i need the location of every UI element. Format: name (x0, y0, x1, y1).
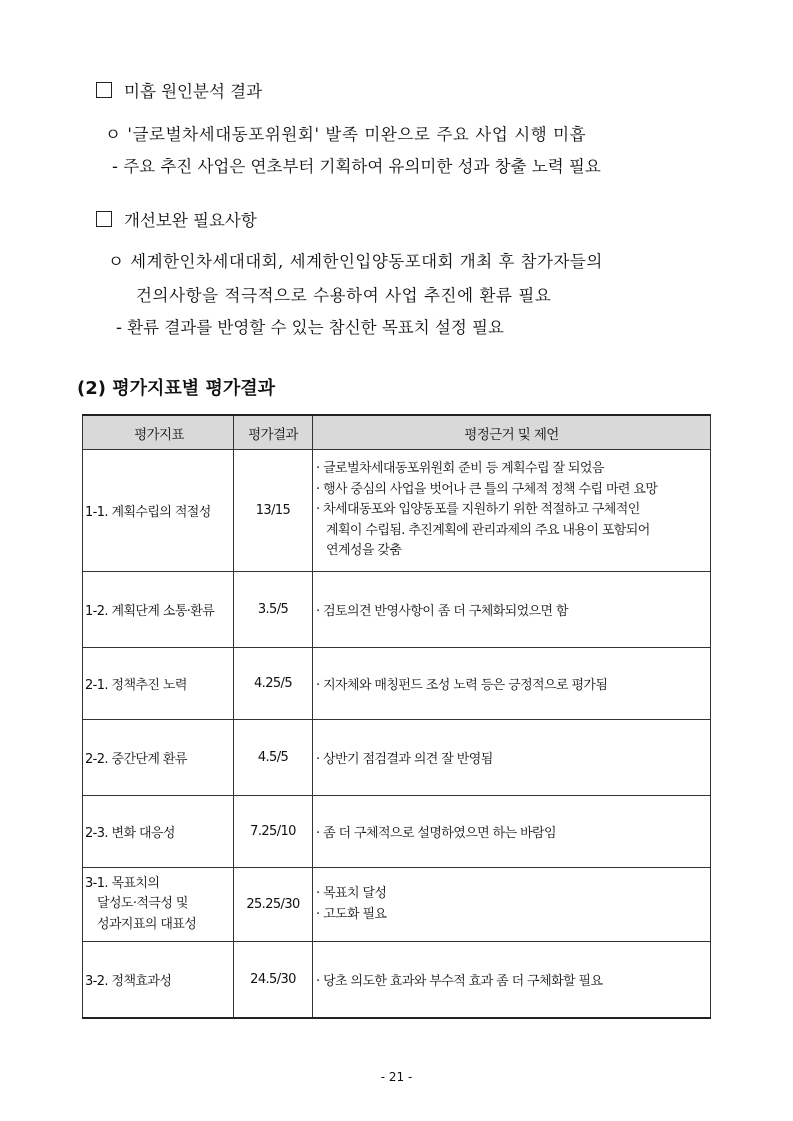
basis-cell (313, 868, 711, 942)
table-row (83, 450, 711, 572)
indicator-cell: 2-3. 변화 대응성 (83, 796, 234, 868)
section-heading-results: (2) 평가지표별 평가결과 (77, 378, 276, 399)
indicator-line: 달성도·적극성 및 (97, 896, 188, 912)
basis-line: · 목표치 달성 (316, 886, 387, 901)
indicator-cell: 3-2. 정책효과성 (83, 942, 234, 1018)
section-heading-improvement (96, 207, 257, 231)
result-cell: 7.25/10 (234, 796, 313, 868)
result-cell: 13/15 (234, 450, 313, 572)
indicator-line: 3-1. 목표치의 (85, 875, 160, 891)
basis-line: 계획이 수립됨. 추진계획에 관리과제의 주요 내용이 포함되어 (326, 522, 650, 538)
result-cell: 4.5/5 (234, 720, 313, 796)
result-cell: 24.5/30 (234, 942, 313, 1018)
section-title: 개선보완 필요사항 (124, 211, 257, 230)
result-cell: 4.25/5 (234, 648, 313, 720)
indicator-cell: 1-1. 계획수립의 적절성 (83, 450, 234, 572)
basis-cell: · 검토의견 반영사항이 좀 더 구체화되었으면 함 (313, 572, 711, 648)
basis-cell: · 상반기 점검결과 의견 잘 반영됨 (313, 720, 711, 796)
section-item: ㅇ '글로벌차세대동포위원회' 발족 미완으로 주요 사업 시행 미흡 (105, 125, 587, 144)
checkbox-square-icon (96, 211, 112, 227)
indicator-cell (83, 868, 234, 942)
section-item-continued: 건의사항을 적극적으로 수용하여 사업 추진에 환류 필요 (136, 286, 552, 305)
basis-line: · 차세대동포와 입양동포를 지원하기 위한 적절하고 구체적인 (316, 502, 640, 518)
section-title: 미흡 원인분석 결과 (124, 82, 263, 101)
result-cell: 25.25/30 (234, 868, 313, 942)
evaluation-table (82, 414, 711, 1019)
table-row (83, 648, 711, 720)
column-header-result: 평가결과 (234, 415, 313, 450)
basis-line: · 고도화 필요 (316, 906, 387, 922)
table-row (83, 868, 711, 942)
result-cell: 3.5/5 (234, 572, 313, 648)
section-item: ㅇ 세계한인차세대대회, 세계한인입양동포대회 개최 후 참가자들의 (108, 252, 603, 271)
table-header-row (83, 415, 711, 450)
basis-line: · 행사 중심의 사업을 벗어나 큰 틀의 구체적 정책 수립 마련 요망 (316, 481, 658, 497)
basis-cell: · 좀 더 구체적으로 설명하였으면 하는 바람임 (313, 796, 711, 868)
indicator-cell: 2-2. 중간단계 환류 (83, 720, 234, 796)
column-header-indicator: 평가지표 (83, 415, 234, 450)
basis-cell (313, 450, 711, 572)
basis-cell: · 당초 의도한 효과와 부수적 효과 좀 더 구체화할 필요 (313, 942, 711, 1018)
indicator-cell: 1-2. 계획단계 소통·환류 (83, 572, 234, 648)
section-sub-item: - 주요 추진 사업은 연초부터 기획하여 유의미한 성과 창출 노력 필요 (112, 157, 601, 176)
section-heading-cause (96, 78, 262, 102)
table-row (83, 720, 711, 796)
section-sub-item: - 환류 결과를 반영할 수 있는 참신한 목표치 설정 필요 (116, 318, 504, 337)
basis-line: · 글로벌차세대동포위원회 준비 등 계획수립 잘 되었음 (316, 461, 604, 477)
basis-cell: · 지자체와 매칭펀드 조성 노력 등은 긍정적으로 평가됨 (313, 648, 711, 720)
indicator-line: 성과지표의 대표성 (97, 916, 197, 932)
indicator-cell: 2-1. 정책추진 노력 (83, 648, 234, 720)
checkbox-square-icon (96, 82, 112, 98)
table-row (83, 572, 711, 648)
column-header-basis: 평정근거 및 제언 (313, 415, 711, 450)
table-row (83, 942, 711, 1018)
table-row (83, 796, 711, 868)
basis-line: 연계성을 갖춤 (326, 543, 402, 559)
page-number: - 21 - (380, 1070, 413, 1084)
